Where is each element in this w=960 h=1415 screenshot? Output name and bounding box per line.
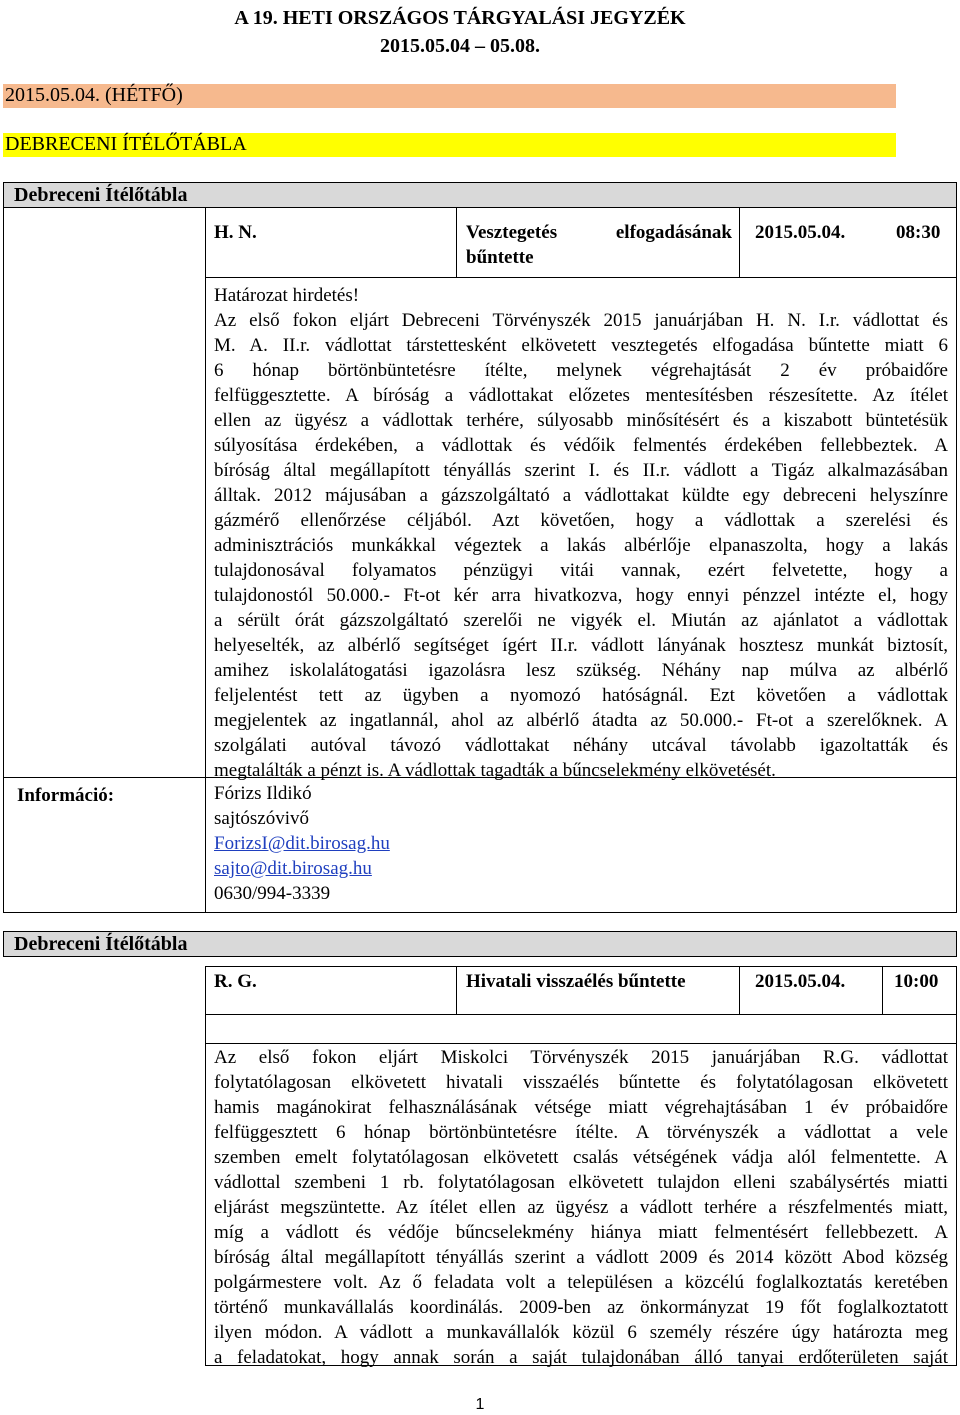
press-email-link[interactable]: sajto@dit.birosag.hu [214, 858, 372, 879]
hearing-date: 2015.05.04. [755, 222, 846, 243]
case-subtitle: Határozat hirdetés! [214, 285, 360, 306]
hearing-time: 08:30 [896, 222, 941, 243]
defendant-name: H. N. [214, 222, 257, 243]
case-court-header: Debreceni Ítélőtábla [3, 931, 957, 957]
paragraph-line: felfüggesztette. A bíróság a vádlottakat előzetes mentesítésben részesítette. Az ítélet [214, 385, 948, 406]
day-band: 2015.05.04. (HÉTFŐ) [3, 84, 896, 108]
contact-name: Fórizs Ildikó [214, 783, 312, 804]
paragraph-line: felfüggesztett 6 hónap börtönbüntetésre ítélte. A törvényszék a vádlottat a vele [214, 1122, 948, 1143]
paragraph-line: bíróság által megállapított tényállás szerint a vádlott 2009 és 2014 között Abod község [214, 1247, 948, 1268]
paragraph-line: szolgálati autóval távozó vádlottakat néhány utcával távolabb igazoltatták és [214, 735, 948, 756]
paragraph-line: álltak. 2012 májusában a gázszolgáltató a vádlottakat küldte egy debreceni helyszínre [214, 485, 948, 506]
paragraph-line: szemben emelt folytatólagosan elkövetett csalás vétségének vádja alól felmentette. A [214, 1147, 948, 1168]
paragraph-line: Az első fokon eljárt Debreceni Törvényszék 2015 januárjában H. N. I.r. vádlottat és [214, 310, 948, 331]
paragraph-line: ellen az ügyész a vádlottak terhére, súlyosabb minősítésért és a kiszabott büntetésük [214, 410, 948, 431]
paragraph-line: vádlottal szembeni 1 rb. folytatólagosan elkövetett tulajdon elleni szabálysértés miatti [214, 1172, 948, 1193]
paragraph-line: a feladatokat, hogy annak során a saját tulajdonában álló tanyai erdőterületen saját [214, 1347, 948, 1368]
paragraph-line: súlyosítása érdekében, a vádlottak és védőik felmentés érdekében fellebbeztek. A [214, 435, 948, 456]
defendant-name: R. G. [214, 971, 257, 992]
case-description [214, 308, 948, 783]
paragraph-line: történő munkavállalás koordinálás. 2009-ben az önkormányzat 19 főt foglalkoztatott [214, 1297, 948, 1318]
document-title: A 19. HETI ORSZÁGOS TÁRGYALÁSI JEGYZÉK [234, 7, 686, 29]
paragraph-line: amihez iskolalátogatási igazolásra lesz szükség. Néhány nap múlva az albérlő [214, 660, 948, 681]
document-date-range: 2015.05.04 – 05.08. [380, 35, 540, 57]
paragraph-line: Az első fokon eljárt Miskolci Törvényszék 2015 januárjában R.G. vádlottat [214, 1047, 948, 1068]
paragraph-line: gázmérő ellenőrzése céljából. Azt követően, hogy a vádlottak a szerelési és [214, 510, 948, 531]
paragraph-line: tulajdonostól 50.000.- Ft-ot kér arra hivatkozva, hogy ennyi pénzzel intézte el, hogy [214, 585, 948, 606]
case-court-header: Debreceni Ítélőtábla [3, 182, 957, 208]
crime-name: Vesztegetés elfogadásának bűntette [466, 222, 732, 268]
paragraph-line: M. A. II.r. vádlottat társtettesként elkövetett vesztegetés elfogadása bűntette miatt 6 [214, 335, 948, 356]
court-band: DEBRECENI ÍTÉLŐTÁBLA [3, 133, 896, 157]
paragraph-line: polgármestere volt. Az ő feladata volt a településen a közcélú foglalkoztatás keretében [214, 1272, 948, 1293]
hearing-time: 10:00 [894, 971, 939, 992]
paragraph-line: a sérült órát gázszolgáltató szerelői ne vigyék el. Miután az ajánlatot a vádlottak [214, 610, 948, 631]
paragraph-line: 6 hónap börtönbüntetésre ítélte, melynek végrehajtását 2 év próbaidőre [214, 360, 948, 381]
paragraph-line: míg a vádlott és védője bűncselekmény hiánya miatt felmentésért fellebbezett. A [214, 1222, 948, 1243]
contact-role: sajtószóvivő [214, 808, 309, 829]
crime-name: Hivatali visszaélés bűntette [466, 971, 686, 992]
hearing-date: 2015.05.04. [755, 971, 846, 992]
paragraph-line: tulajdonosával folyamatos pénzügyi vitái vannak, ezért felvetette, hogy a [214, 560, 948, 581]
paragraph-line: adminisztrációs munkákkal végeztek a lakás albérlője elpanaszolta, hogy a lakás [214, 535, 948, 556]
summary-spacer-row [205, 1014, 957, 1044]
document-title-block [180, 4, 740, 60]
contact-phone: 0630/994-3339 [214, 883, 331, 904]
paragraph-line: bíróság által megállapított tényállás szerint I. és II.r. vádlott a Tigáz alkalmazásában [214, 460, 948, 481]
paragraph-line: megtalálták a pénzt is. A vádlottak tagadták a bűncselekmény elkövetését. [214, 760, 776, 781]
paragraph-line: hamis magánokirat felhasználásának vétsége miatt végrehajtásában 1 év próbaidőre [214, 1097, 948, 1118]
page-number: 1 [475, 1396, 485, 1413]
paragraph-line: megjelentek az ingatlannál, ahol az albérlő átadta az 50.000.- Ft-ot a szerelőknek. A [214, 710, 948, 731]
contact-block [214, 781, 390, 906]
case-description [214, 1045, 948, 1370]
paragraph-line: helyeselték, az albérlő segítséget ígért II.r. vádlott lányának hosztesz munkát biztosít, [214, 635, 948, 656]
paragraph-line: ilyen módon. A vádlott a munkavállalók közül 6 személy részére úgy határozta meg [214, 1322, 948, 1343]
paragraph-line: eljárást megszüntette. Az ítélet ellen az ügyész a vádlott terhére a részfelmentés miatt, [214, 1197, 948, 1218]
contact-email-link[interactable]: ForizsI@dit.birosag.hu [214, 833, 390, 854]
paragraph-line: folytatólagosan elkövetett hivatali visszaélés bűntette és folytatólagosan elkövetett [214, 1072, 948, 1093]
paragraph-line: feljelentést tett az ügyben a nyomozó hatóságnál. Ezt követően a vádlottak [214, 685, 948, 706]
info-label: Információ: [17, 785, 115, 806]
